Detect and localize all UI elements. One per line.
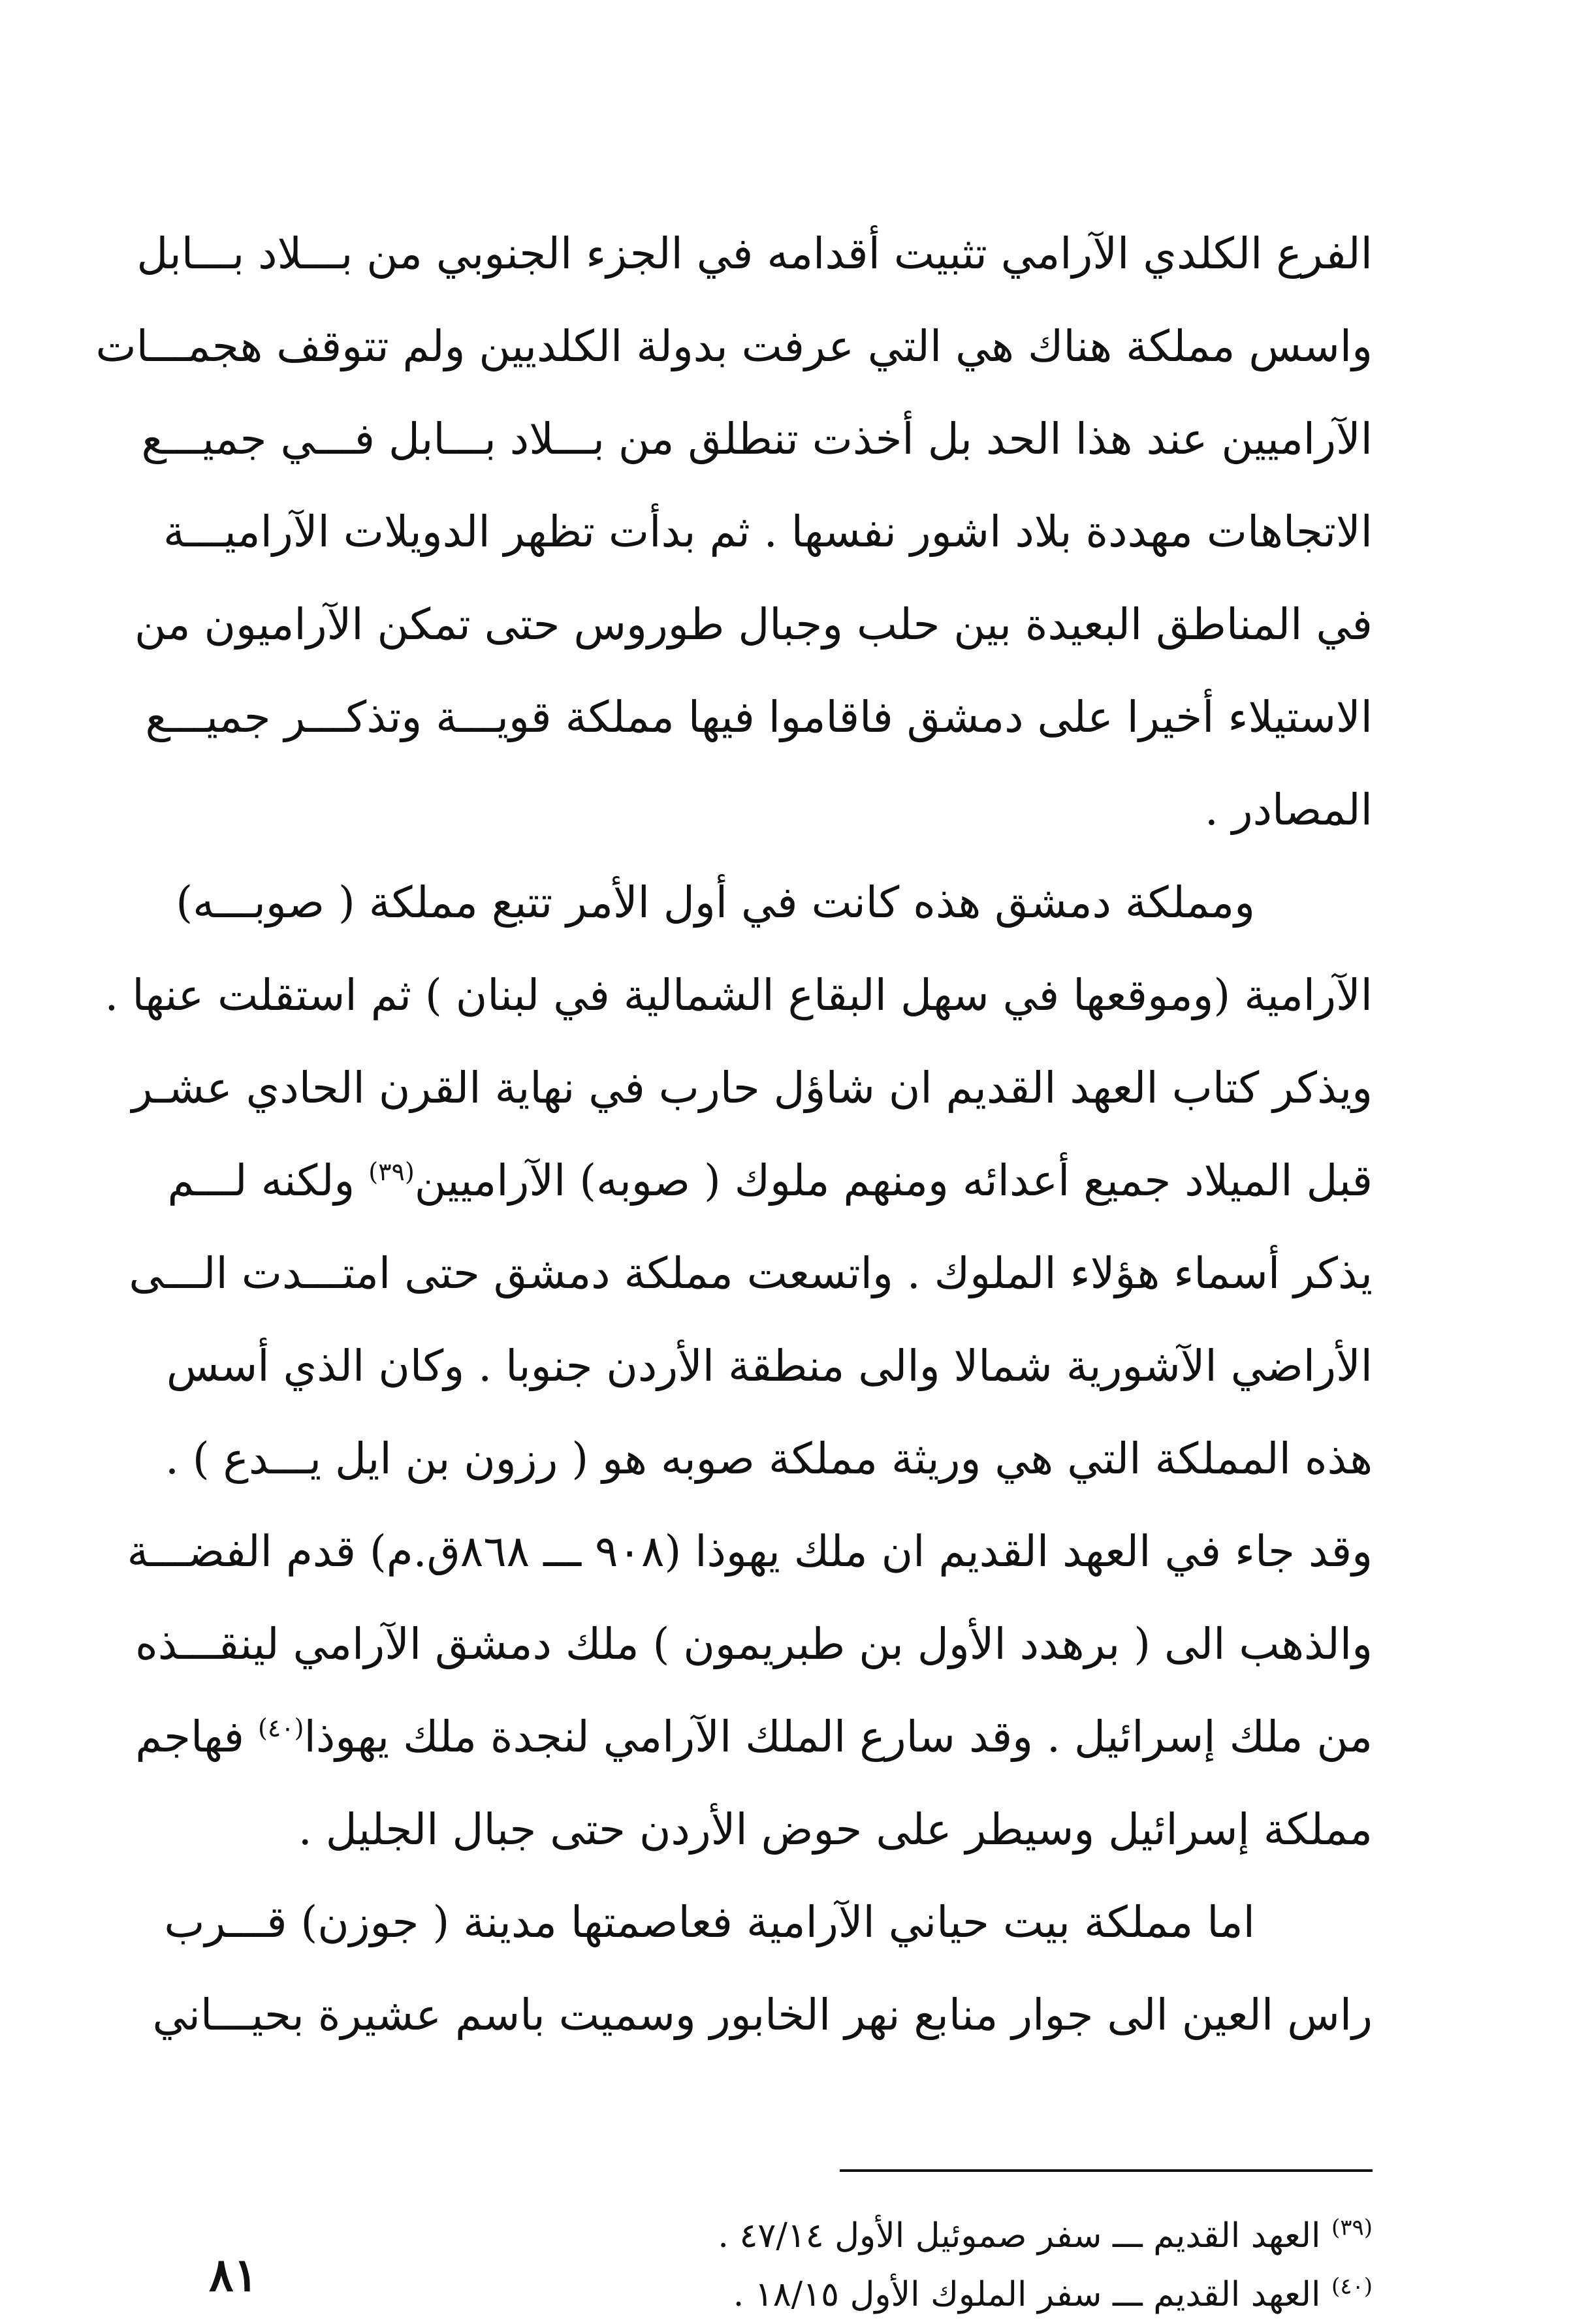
footnote-number: (٤٠) — [1331, 2273, 1373, 2300]
text-segment: فهاجم — [135, 1712, 245, 1762]
text-line: ومملكة دمشق هذه كانت في أول الأمر تتبع مملكة ( صوبـــه) — [176, 877, 1255, 928]
text-line: وقد جاء في العهد القديم ان ملك يهوذا (٩٠٨ ـــ ٨٦٨ق.م) قدم الفضـــة — [127, 1526, 1373, 1577]
text-line: راس العين الى جوار منابع نهر الخابور وسميت باسم عشيرة بحيـــاني — [152, 1990, 1373, 2040]
text-line-with-footnote-ref — [135, 1691, 1373, 1783]
text-line: الفرع الكلدي الآرامي تثبيت أقدامه في الجزء الجنوبي من بـــلاد بـــابل — [136, 228, 1373, 279]
text-line: الآرامية (وموقعها في سهل البقاع الشمالية في لبنان ) ثم استقلت عنها . — [104, 970, 1373, 1020]
text-segment: من ملك إسرائيل . وقد سارع الملك الآرامي لنجدة ملك يهوذا — [304, 1712, 1373, 1762]
footnote-number: (٣٩) — [1331, 2214, 1373, 2241]
text-line: مملكة إسرائيل وسيطر على حوض الأردن حتى جبال الجليل . — [298, 1804, 1373, 1855]
page-number: ٨١ — [209, 2248, 259, 2302]
text-line: الاتجاهات مهددة بلاد اشور نفسها . ثم بدأت تظهر الدويلات الآراميـــة — [163, 507, 1373, 557]
text-line: ويذكر كتاب العهد القديم ان شاؤل حارب في نهاية القرن الحادي عشـر — [131, 1063, 1373, 1113]
body-text — [95, 208, 1373, 2062]
text-line: المصادر . — [1204, 785, 1373, 835]
footnote-40 — [588, 2265, 1373, 2324]
text-line: اما مملكة بيت حياني الآرامية فعاصمتها مدينة ( جوزن) قـــرب — [164, 1897, 1255, 1947]
text-line: والذهب الى ( برهدد الأول بن طبريمون ) ملك دمشق الآرامي لينقـــذه — [135, 1619, 1373, 1669]
text-segment: قبل الميلاد جميع أعدائه ومنهم ملوك ( صوبه) الآراميين — [414, 1155, 1373, 1206]
text-line: واسس مملكة هناك هي التي عرفت بدولة الكلديين ولم تتوقف هجمـــات — [95, 321, 1373, 371]
text-line: في المناطق البعيدة بين حلب وجبال طوروس حتى تمكن الآراميون من — [134, 599, 1373, 650]
footnote-text: العهد القديم ـــ سفر صموئيل الأول ٤٧/١٤ . — [718, 2216, 1321, 2255]
footnote-text: العهد القديم ـــ سفر الملوك الأول ١٨/١٥ . — [733, 2275, 1321, 2314]
footnotes — [588, 2206, 1373, 2324]
footnote-ref-39[interactable]: (٣٩) — [368, 1157, 415, 1186]
text-line: الآراميين عند هذا الحد بل أخذت تنطلق من بـــلاد بـــابل فـــي جميـــع — [141, 414, 1373, 464]
text-line: هذه المملكة التي هي وريثة مملكة صوبه هو ( رزون بن ايل يـــدع ) . — [165, 1434, 1373, 1484]
text-line: يذكر أسماء هؤلاء الملوك . واتسعت مملكة دمشق حتى امتـــدت الـــى — [129, 1248, 1373, 1298]
text-line: الأراضي الآشورية شمالا والى منطقة الأردن جنوبا . وكان الذي أسس — [166, 1341, 1373, 1391]
text-line: الاستيلاء أخيرا على دمشق فاقاموا فيها مملكة قويـــة وتذكـــر جميـــع — [145, 692, 1373, 742]
footnote-separator — [840, 2169, 1373, 2172]
text-segment: ولكنه لـــم — [167, 1155, 355, 1206]
footnote-39 — [588, 2206, 1373, 2265]
footnote-ref-40[interactable]: (٤٠) — [258, 1714, 304, 1742]
text-line-with-footnote-ref — [167, 1135, 1373, 1227]
